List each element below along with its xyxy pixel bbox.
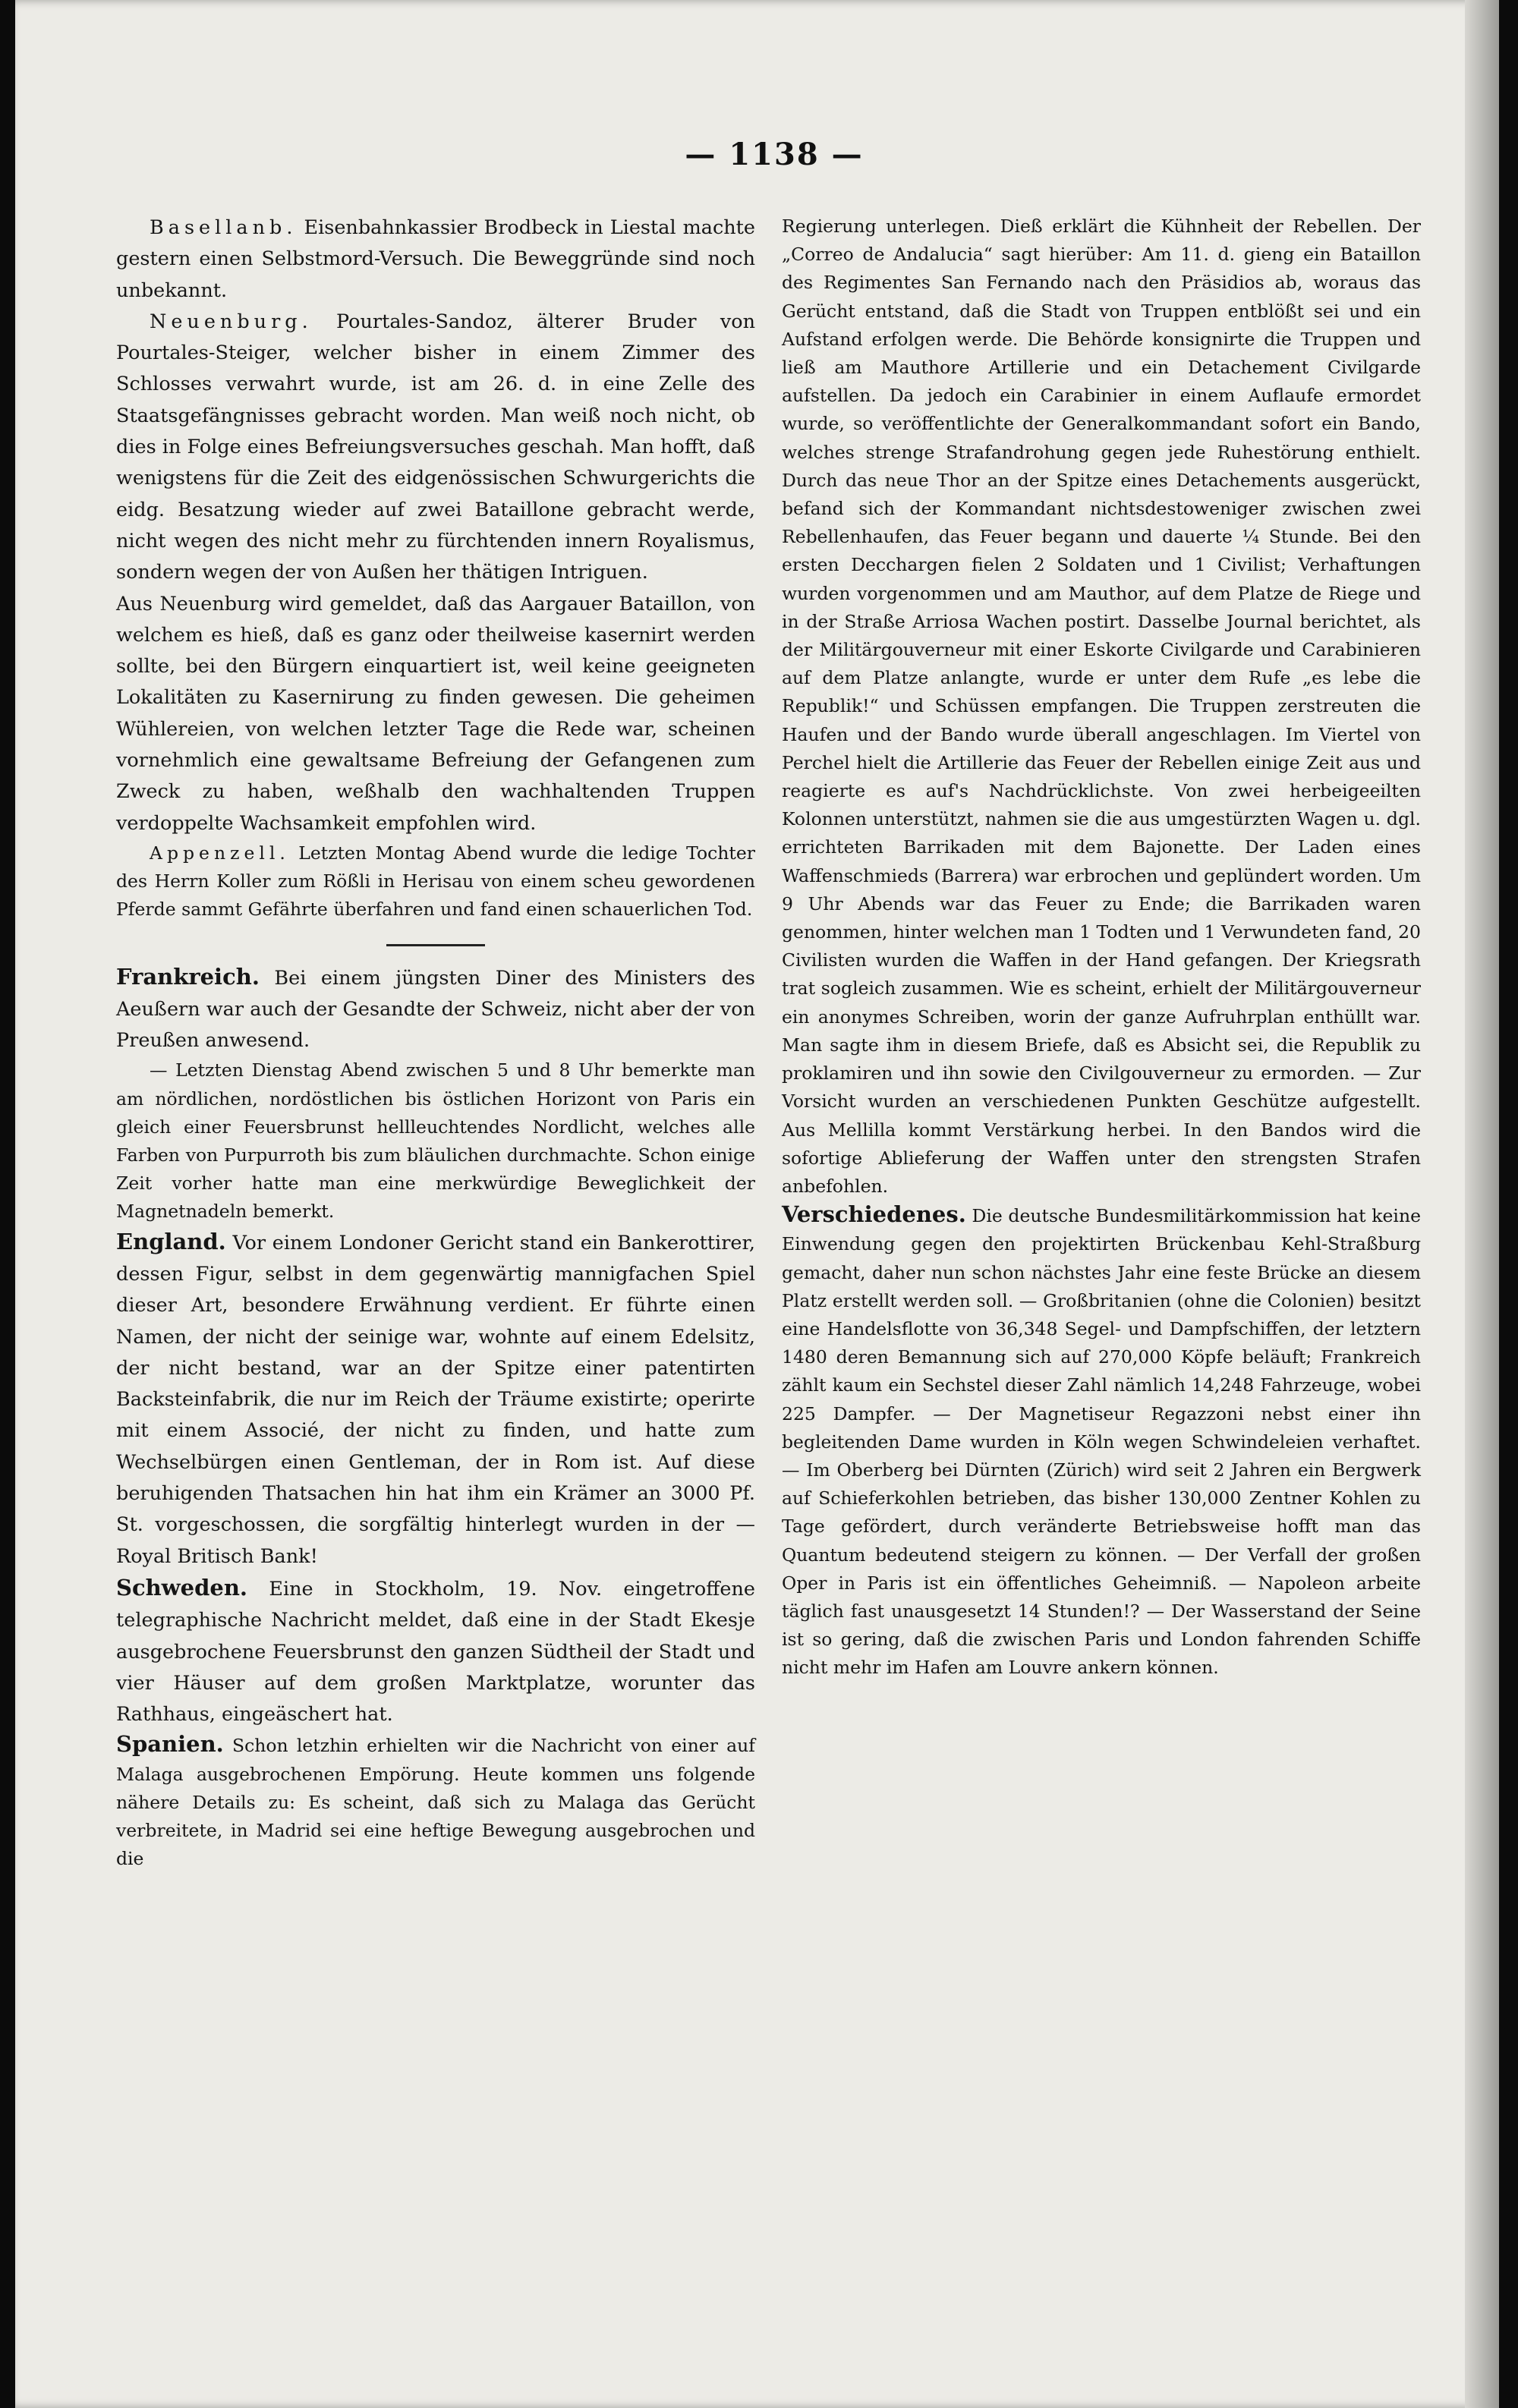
- page-number: — 1138 —: [685, 137, 864, 172]
- article-nordlicht: — Letzten Dienstag Abend zwischen 5 und 8 Uhr bemerkte man am nördlichen, nordöstlichen bis östlichen Horizont von Paris ein gleich einer Feuersbrunst hellleuchtendes Nordlicht, welches alle Farben von Purpurroth bis zum bläulichen durchmachte. Schon einige Zeit vorher hatte man eine merkwürdige Beweglichkeit der Magnetnadeln bemerkt.: [116, 1059, 755, 1223]
- article-spanien-continued: Regierung unterlegen. Dieß erklärt die Kühnheit der Rebellen. Der „Correo de Andalucia“ sagt hierüber: Am 11. d. gieng ein Bataillon des Regimentes San Fernando nach den Präsidios ab, woraus das Gerücht entstand, daß die Stadt von Truppen entblößt sei und ein Aufstand erfolgen werde. Die Behörde konsignirte die Truppen und ließ am Mauthore Artillerie und ein Detachement Civilgarde aufstellen. Da jedoch ein Carabinier in einem Auflaufe ermordet wurde, so veröffentlichte der Generalkommandant sofort ein Bando, welches strenge Strafandrohung gegen jede Ruhestörung enthielt. Durch das neue Thor an der Spitze eines Detachements ausgerückt, befand sich der Kommandant nichtsdestoweniger zwischen zwei Rebellenhaufen, das Feuer begann und dauerte ¼ Stunde. Bei den ersten Decchargen fielen 2 Soldaten und 1 Civilist; Verhaftungen wurden vorgenommen und am Mauthor, auf dem Platze de Riege und in der Straße Arriosa Wachen postirt. Dasselbe Journal berichtet, als der Militärgouverneur mit einer Eskorte Civilgarde und Carabinieren auf dem Platze anlangte, wurde er unter dem Rufe „es lebe die Republik!“ und Schüssen empfangen. Die Truppen zerstreuten die Haufen und der Bando wurde überall angeschlagen. Im Viertel von Perchel hielt die Artillerie das Feuer der Rebellen einige Zeit aus und reagierte es auf's Nachdrücklichste. Von zwei herbeigeeilten Kolonnen unterstützt, nahmen sie die aus umgestürzten Wagen u. dgl. errichteten Barrikaden mit dem Bajonette. Der Laden eines Waffenschmieds (Barrera) war erbrochen und geplündert worden. Um 9 Uhr Abends war das Feuer zu Ende; die Barrikaden waren genommen, hinter welchen man 1 Todten und 1 Verwundeten fand, 20 Civilisten wurden die Waffen in der Hand gefangen. Der Kriegsrath trat sogleich zusammen. Wie es scheint, erhielt der Militärgouverneur ein anonymes Schreiben, worin der ganze Aufruhrplan enthüllt war. Man sagte ihm in diesem Briefe, daß es Absicht sei, die Republik zu proklamiren und ihn sowie den Civilgouverneur zu ermorden. — Zur Vorsicht wurden an verschiedenen Punkten Geschütze aufgestellt. Aus Mellilla kommt Verstärkung herbei. In den Bandos wird die sofortige Ablieferung der Waffen unter den strengsten Strafen anbefohlen.: [782, 216, 1421, 1197]
- right-column: [782, 212, 1421, 1682]
- article-spanien: Spanien. Schon letzhin erhielten wir die Nachricht von einer auf Malaga ausgebrochenen Empörung. Heute kommen uns folgende nähere Details zu: Es scheint, daß sich zu Malaga das Gerücht verbreitete, in Madrid sei eine heftige Bewegung ausgebrochen und die: [116, 1731, 755, 1870]
- article-appenzell: Appenzell. Letzten Montag Abend wurde die ledige Tochter des Herrn Koller zum Rößli in Herisau von einem scheu gewordenen Pferde sammt Gefährte überfahren und fand einen schauerlichen Tod.: [116, 842, 755, 921]
- newspaper-page: [15, 0, 1499, 2408]
- article-neuenburg: Neuenburg. Pourtales-Sandoz, älterer Bruder von Pourtales-Steiger, welcher bisher in einem Zimmer des Schlosses verwahrt wurde, ist am 26. d. in eine Zelle des Staatsgefängnisses gebracht worden. Man weiß noch nicht, ob dies in Folge eines Befreiungsversuches geschah. Man hofft, daß wenigstens für die Zeit des eidgenössischen Schwurgerichts die eidg. Besatzung wieder auf zwei Bataillone gebracht werde, nicht wegen des nicht mehr zu fürchtenden innern Royalismus, sondern wegen der von Außen her thätigen Intriguen.: [116, 310, 755, 584]
- article-basellanb: Basellanb. Eisenbahnkassier Brodbeck in Liestal machte gestern einen Selbstmord-Versuch. Die Beweggründe sind noch unbekannt.: [116, 216, 756, 302]
- article-schweden: Schweden. Eine in Stockholm, 19. Nov. eingetroffene telegraphische Nachricht meldet, daß eine in der Stadt Ekesje ausgebrochene Feuersbrunst den ganzen Südtheil der Stadt und vier Häuser auf dem großen Marktplatze, worunter das Rathhaus, eingeäschert hat.: [116, 1574, 756, 1727]
- article-verschiedenes: Verschiedenes. Die deutsche Bundesmilitärkommission hat keine Einwendung gegen den projektirten Brückenbau Kehl-Straßburg gemacht, daher nun schon nächstes Jahr eine feste Brücke an diesem Platz erstellt werden soll. — Großbritanien (ohne die Colonien) besitzt eine Handelsflotte von 36,348 Segel- und Dampfschiffen, der letztern 1480 deren Bemannung sich auf 270,000 Köpfe beläuft; Frankreich zählt kaum ein Sechstel dieser Zahl nämlich 14,248 Fahrzeuge, wobei 225 Dampfer. — Der Magnetiseur Regazzoni nebst einer ihn begleitenden Dame wurden in Köln wegen Schwindeleien verhaftet. — Im Oberberg bei Dürnten (Zürich) wird seit 2 Jahren ein Bergwerk auf Schieferkohlen betrieben, das bisher 130,000 Zentner Kohlen zu Tage gefördert, durch veränderte Betriebsweise hofft man das Quantum bedeutend steigern zu können. — Der Verfall der großen Oper in Paris ist ein öffentliches Geheimniß. — Napoleon arbeite täglich fast unausgesetzt 14 Stunden!? — Der Wasserstand der Seine ist so gering, daß die zwischen Paris und London fahrenden Schiffe nicht mehr im Hafen am Louvre ankern können.: [782, 1201, 1421, 1679]
- page-edge-shadow: [1465, 0, 1499, 2408]
- article-england: England. Vor einem Londoner Gericht stand ein Bankerottirer, dessen Figur, selbst in dem gegenwärtig mannigfachen Spiel dieser Art, besondere Erwähnung verdient. Er führte einen Namen, der nicht der seinige war, wohnte auf einem Edelsitz, der nicht bestand, war an der Spitze einer patentirten Backsteinfabrik, die nur im Reich der Träume existirte; operirte mit einem Associé, der nicht zu finden, und hatte zum Wechselbürgen einen Gentleman, der in Rom ist. Auf diese beruhigenden Thatsachen hin hat ihm ein Krämer an 3000 Pf. St. vorgeschossen, die sorgfältig hinterlegt wurden in der — Royal Britisch Bank!: [116, 1228, 755, 1568]
- section-separator: [386, 944, 485, 946]
- left-column: [116, 212, 755, 1873]
- article-neuenburg-aargau: Aus Neuenburg wird gemeldet, daß das Aargauer Bataillon, von welchem es hieß, daß es ganz oder theilweise kasernirt werden sollte, bei den Bürgern einquartiert ist, weil keine geeigneten Lokalitäten zu Kasernirung zu finden gewesen. Die geheimen Wühlereien, von welchen letzter Tage die Rede war, scheinen vornehmlich eine gewaltsame Befreiung der Gefangenen zum Zweck zu haben, weßhalb den wachhaltenden Truppen verdoppelte Wachsamkeit empfohlen wird.: [116, 592, 755, 835]
- article-frankreich: Frankreich. Bei einem jüngsten Diner des Ministers des Aeußern war auch der Gesandte der Schweiz, nicht aber der von Preußen anwesend.: [116, 963, 755, 1053]
